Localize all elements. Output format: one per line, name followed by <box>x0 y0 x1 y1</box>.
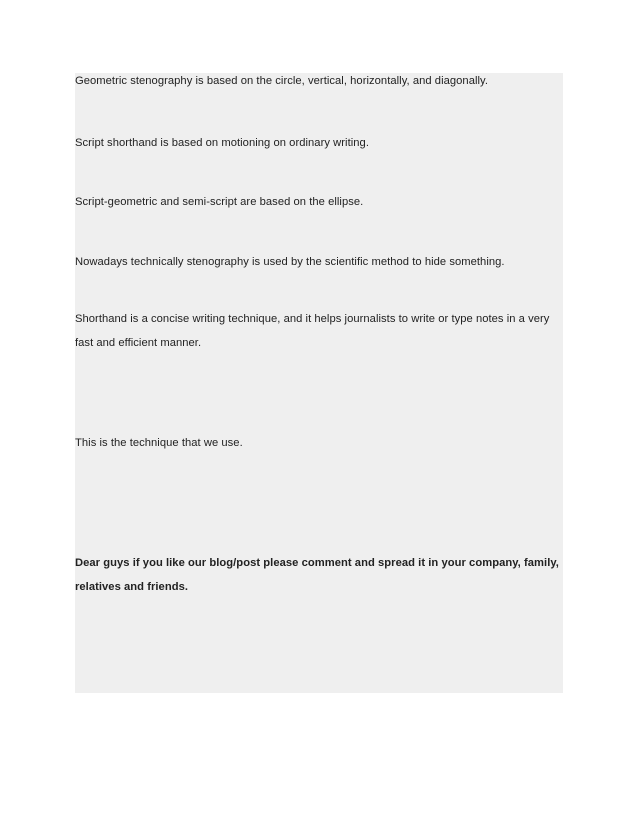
paragraph-technique-we-use: This is the technique that we use. <box>75 437 243 449</box>
paragraph-call-to-action: Dear guys if you like our blog/post please comment and spread it in your company, family, relatives and friends. <box>75 557 559 593</box>
content-panel <box>75 73 563 693</box>
paragraph-script-geometric: Script-geometric and semi-script are based on the ellipse. <box>75 196 364 208</box>
paragraph-shorthand-technique: Shorthand is a concise writing technique, and it helps journalists to write or type notes in a very fast and efficient manner. <box>75 313 550 349</box>
paragraph-script-shorthand: Script shorthand is based on motioning on ordinary writing. <box>75 137 369 149</box>
paragraph-geometric-stenography: Geometric stenography is based on the circle, vertical, horizontally, and diagonally. <box>75 75 489 87</box>
paragraph-stenography-nowadays: Nowadays technically stenography is used by the scientific method to hide something. <box>75 256 505 268</box>
